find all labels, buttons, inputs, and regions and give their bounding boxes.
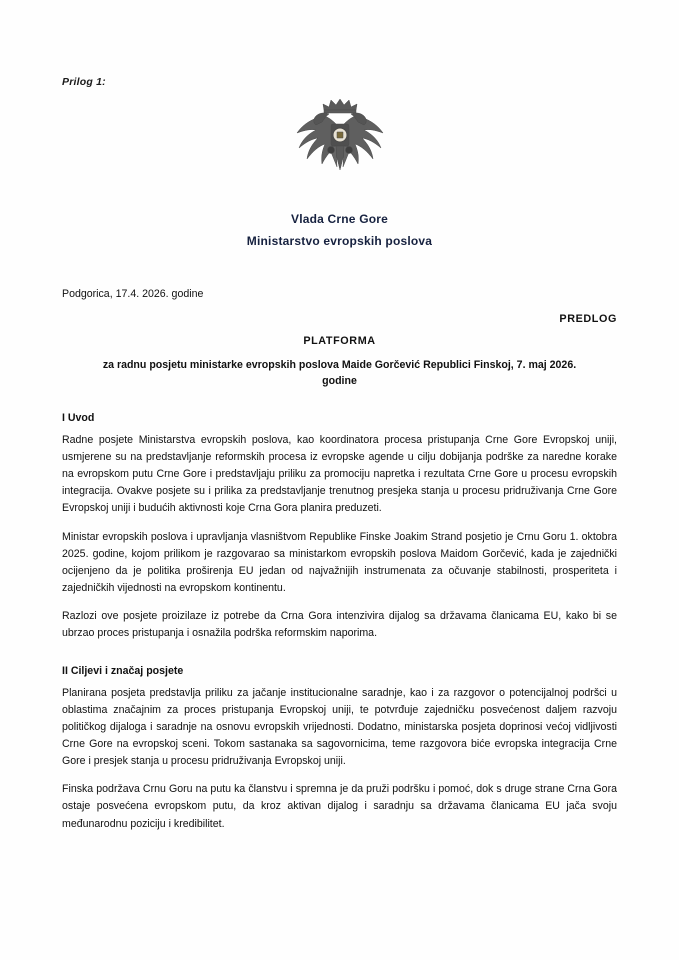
paragraph: Ministar evropskih poslova i upravljanja vlasništvom Republike Finske Joakim Strand posjetio je Crnu Goru 1. oktobra 2025. godine, kojom prilikom je razgovarao sa ministarkom evropskih poslova Maidom Gorčević, kada je zajednički ocijenjeno da je politika proširenja EU jedan od najvažnijih instrumenata za očuvanje stabilnosti, prosperiteta i zajedničkih vijednosti na evropskom kontinentu. <box>62 530 617 595</box>
paragraph: Finska podržava Crnu Goru na putu ka članstvu i spremna je da pruži podršku i pomoć, dok s druge strane Crna Gora ostaje posvećena evropskom putu, da kroz aktivan dijalog i saradnju sa državama članicama EU jača svoju međunarodnu poziciju i kredibilitet. <box>62 783 617 830</box>
section-heading-ciljevi: II Ciljevi i značaj posjete <box>62 664 184 677</box>
document-subtitle <box>62 357 617 390</box>
paragraph: Planirana posjeta predstavlja priliku za jačanje institucionalne saradnje, kao i za razgovor o potencijalnoj podršci u oblastima značajnim za proces pristupanja Evropskoj uniji, te potvrđuje zajedničku posvećenost daljem razvoju političkog dijaloga i saradnje na osnovu evropskih vrijednosti. Dodatno, ministarska posjeta doprinosi većoj vidljivosti Crne Gore na evropskoj sceni. Tokom sastanaka sa sagovornicima, teme razgovora biće evropska integracija Crne Gore i presjek stanja u procesu pridruživanja Evropskoj uniji. <box>62 686 617 768</box>
proposal-label: PREDLOG <box>559 313 617 325</box>
section-heading-uvod: I Uvod <box>62 411 95 424</box>
montenegro-coat-of-arms-icon <box>291 94 389 174</box>
annex-label: Prilog 1: <box>62 76 106 88</box>
document-title: PLATFORMA <box>303 335 376 347</box>
paragraph: Razlozi ove posjete proizilaze iz potrebe da Crna Gora intenzivira dijalog sa državama članicama EU, kako bi se ubrzao proces pristupanja i osnažila podrška reformskim naporima. <box>62 610 617 640</box>
place-and-date: Podgorica, 17.4. 2026. godine <box>62 288 204 300</box>
document-body <box>62 412 617 833</box>
document-subtitle-line1: za radnu posjetu ministarke evropskih poslova Maide Gorčević Republici Finskoj, 7. maj 2026. <box>102 359 577 371</box>
document-subtitle-line2: godine <box>322 375 357 388</box>
crest-container <box>62 94 617 176</box>
organization-block <box>62 210 617 250</box>
government-name: Vlada Crne Gore <box>290 212 389 226</box>
paragraph: Radne posjete Ministarstva evropskih poslova, kao koordinatora procesa pristupanja Crne Gore Evropskoj uniji, usmjerene su na predstavljanje reformskih procesa iz evropske agende u cilju dobijanja podrške za naredne korake na evropskom putu Crne Gore i predstavljaju priliku za promociju napretka i rezultata Crne Gore u procesu evropskih integracija. Ovakve posjete su i prilika za predstavljanje trenutnog presjeka stanja u procesu pridruživanja Crne Gore Evropskoj uniji i budućih aktivnosti koje Crna Gora planira preduzeti. <box>62 433 617 515</box>
ministry-name: Ministarstvo evropskih poslova <box>246 234 433 248</box>
